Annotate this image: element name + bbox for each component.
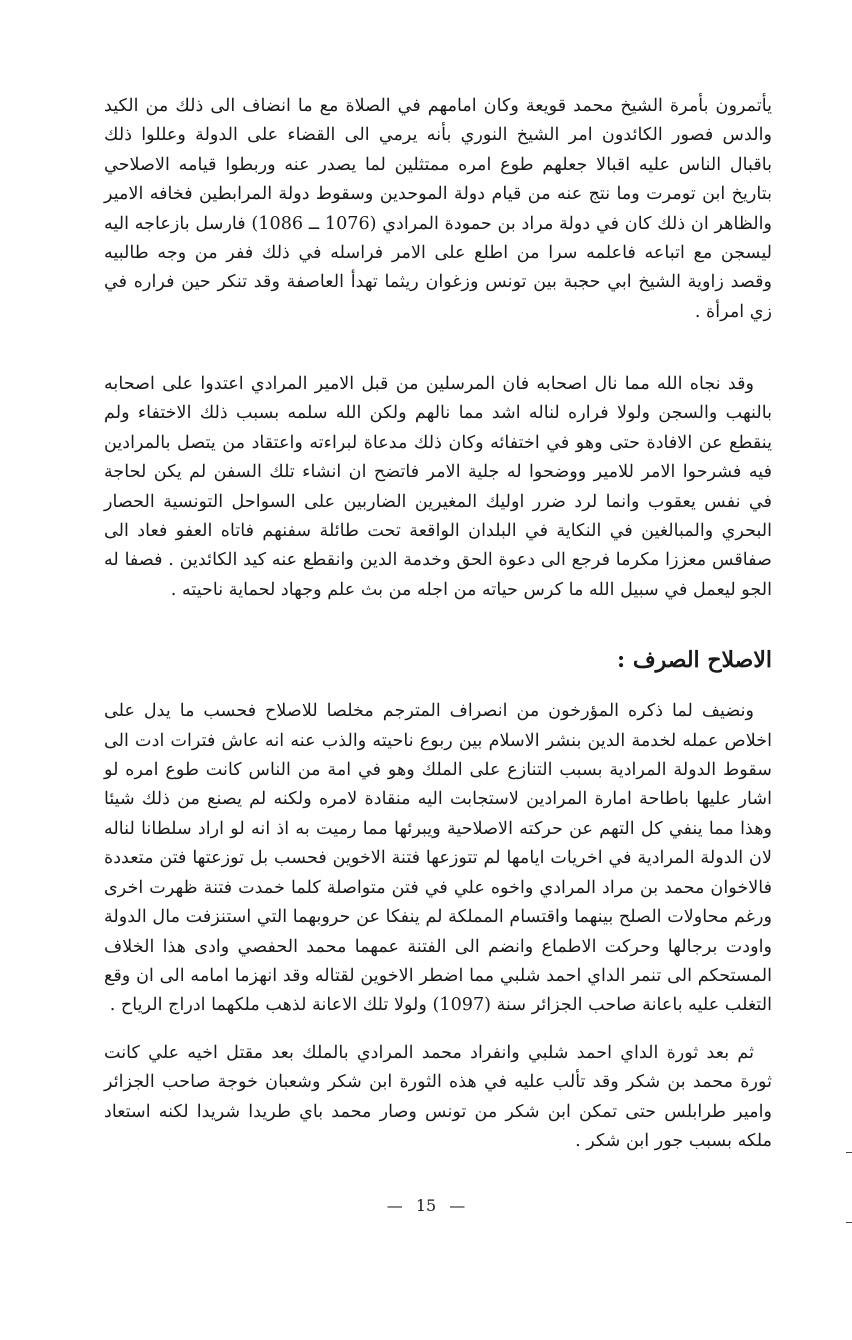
paragraph-3: ونضيف لما ذكره المؤرخون من انصراف المترجم مخلصا للاصلاح فحسب ما يدل على اخلاص عمله لخدمة الدين بنشر الاسلام بين ربوع ناحيته والذب عنه انه عاش فترات ادت الى سقوط الدولة المرادية بسبب التنازع على الملك وهو في امة من الناس كانت طوع امره لو اشار عليها باطاحة امارة المرادين لاستجابت اليه منقادة لامره ولكنه لم يصنع من ذلك شيئا وهذا مما ينفي كل التهم عن حركته الاصلاحية ويبرئها مما رميت به اذ انه لو اراد سلطانا لناله لان الدولة المرادية في اخريات ايامها لم تتوزعها فتنة الاخوين فحسب بل توزعتها فتن متعددة فالاخوان محمد بن مراد المرادي واخوه علي في فتن متواصلة كلما خمدت فتنة ظهرت اخرى ورغم محاولات الصلح بينهما واقتسام المملكة لم ينفكا عن حروبهما التي استنزفت مال الدولة واودت برجالها وحركت الاطماع وانضم الى الفتنة عمهما محمد الحفصي وادى هذا الخلاف المستحكم الى تنمر الداي احمد شلبي مما اضطر الاخوين لقتاله وقد انهزما امامه الى ان وقع التغلب عليه باعانة صاحب الجزائر سنة (1097) ولولا تلك الاعانة لذهب ملكهما ادراج الرياح . [104, 701, 772, 1016]
page-number-dash-right: — [449, 1196, 466, 1215]
paragraph-4: ثم بعد ثورة الداي احمد شلبي وانفراد محمد المرادي بالملك بعد مقتل اخيه علي كانت ثورة محمد بن شكر وقد تألب عليه في هذه الثورة ابن شكر وشعبان خوجة صاحب الجزائر وامير طرابلس حتى تمكن ابن شكر من تونس وصار محمد باي طريدا شريدا لكنه استعاد ملكه بسبب جور ابن شكر . [104, 1042, 772, 1151]
section-heading: الاصلاح الصرف : [617, 647, 772, 674]
scan-edge-mark [846, 1222, 852, 1223]
scan-edge-mark [846, 1152, 852, 1153]
page-number-value: 15 [415, 1196, 437, 1215]
page-number-dash-left: — [386, 1196, 403, 1215]
document-page [104, 92, 772, 1156]
page-number [0, 1196, 852, 1215]
paragraph-1: يأتمرون بأمرة الشيخ محمد قويعة وكان امامهم في الصلاة مع ما انضاف الى ذلك من الكيد والدس فصور الكائدون امر الشيخ النوري بأنه يرمي الى القضاء على الدولة وعللوا ذلك باقبال الناس عليه اقبالا جعلهم طوع امره ممتثلين لما يصدر عنه وربطوا قيامه الاصلاحي بتاريخ ابن تومرت وما نتج عنه من قيام دولة الموحدين وسقوط دولة المرابطين فخافه الامير والظاهر ان ذلك كان في دولة مراد بن حمودة المرادي (1076 ــ 1086) فارسل بازعاجه اليه ليسجن مع اتباعه فاعلمه سرا من اطلع على الامر فراسله في ذلك ففر من وجه طالبيه وقصد زاوية الشيخ ابي حجبة بين تونس وزغوان ريثما تهدأ العاصفة وقد تنكر حين فراره في زي امرأة . [104, 96, 772, 322]
paragraph-2: وقد نجاه الله مما نال اصحابه فان المرسلين من قبل الامير المرادي اعتدوا على اصحابه بالنهب والسجن ولولا فراره لناله اشد مما نالهم ولكن الله سلمه بسبب ذلك الاختفاء ولم ينقطع عن الافادة حتى وهو في اختفائه وكان ذلك مدعاة لبراءته واعتقاد من يتصل بالمرادين فيه فشرحوا الامر للامير ووضحوا له جلية الامر فاتضح ان انشاء تلك السفن لم يكن لحاجة في نفس يعقوب وانما لرد ضرر اوليك المغيرين الضاربين على السواحل التونسية الحصار البحري والمبالغين في النكاية في البلدان الواقعة تحت طائلة سفنهم فاتاه العفو فعاد الى صفاقس معززا مكرما فرجع الى دعوة الحق وخدمة الدين وانقطع عنه كيد الكائدين . فصفا له الجو ليعمل في سبيل الله ما كرس حياته من اجله من بث علم وجهاد لحماية ناحيته . [104, 374, 772, 600]
